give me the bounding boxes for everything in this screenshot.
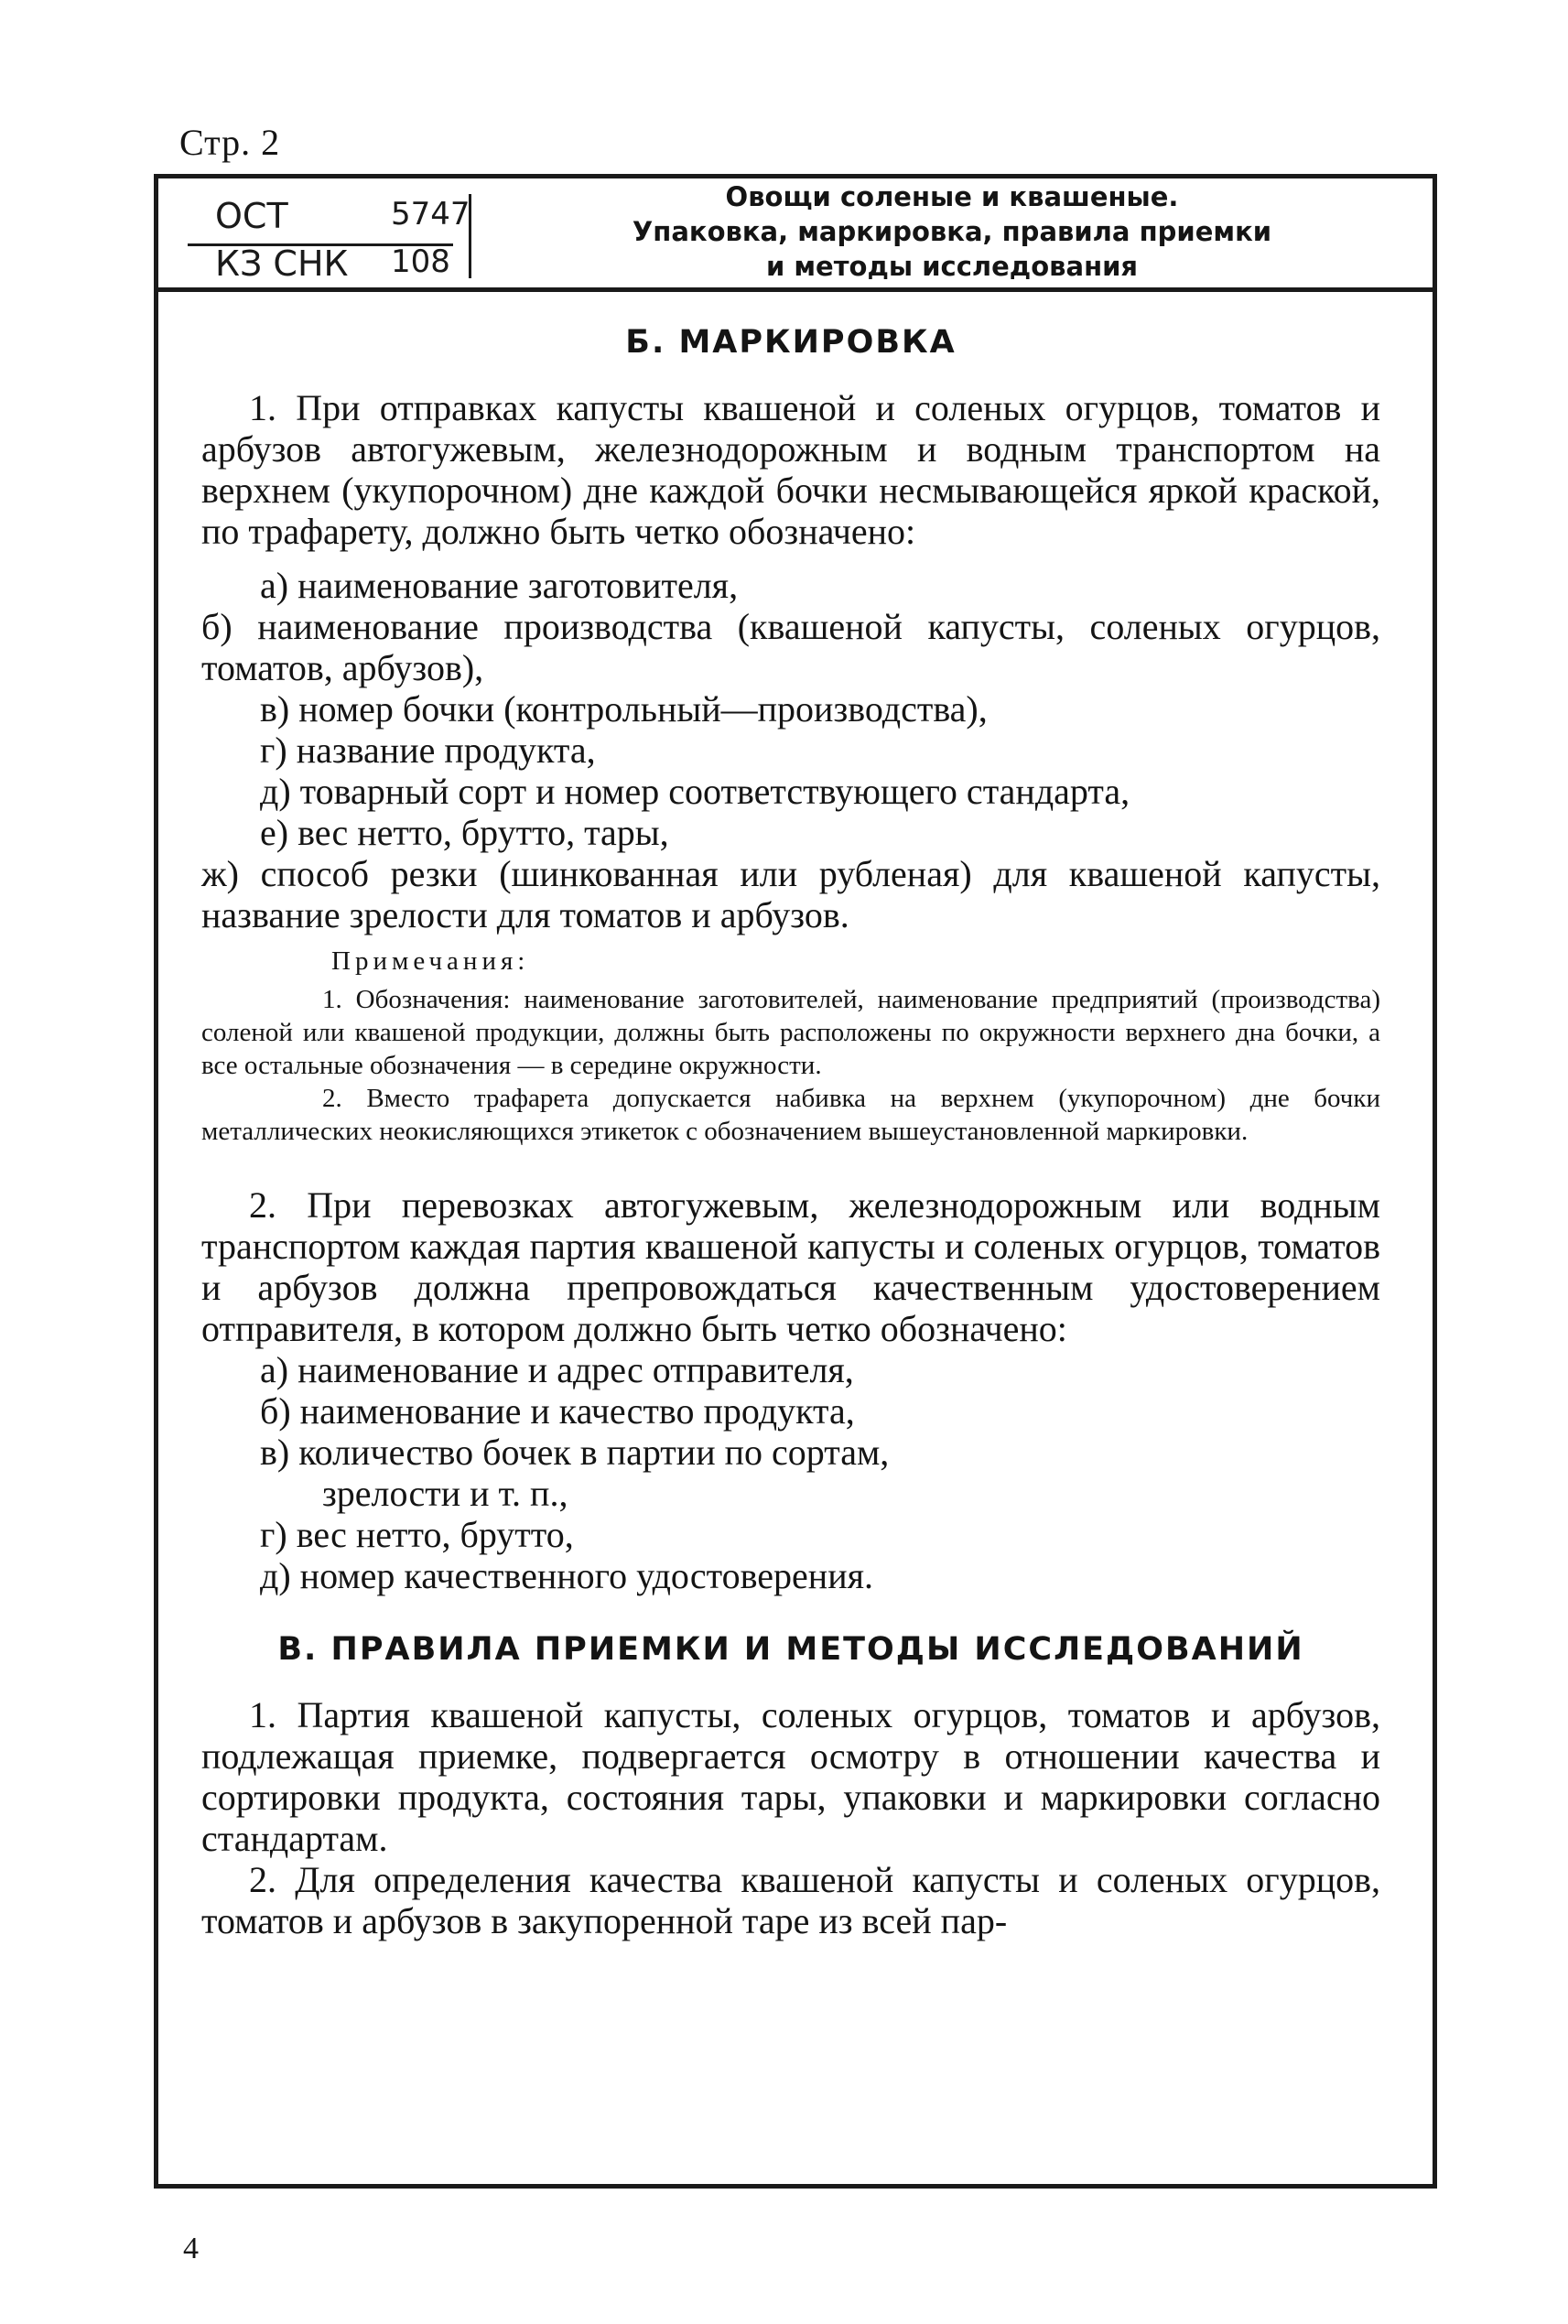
- document-body: [201, 322, 1380, 1941]
- list-item: б) наименование производства (квашеной капусты, соленых огурцов, томатов, арбузов),: [201, 606, 1380, 688]
- list-item: а) наименование и адрес отправителя,: [260, 1349, 854, 1390]
- list-item: е) вес нетто, брутто, тары,: [260, 812, 669, 853]
- section-heading: Б. МАРКИРОВКА: [625, 324, 957, 361]
- list-item: д) номер качественного удостоверения.: [260, 1555, 873, 1596]
- page-number: 4: [183, 2232, 199, 2265]
- page-label: Стр. 2: [179, 122, 281, 163]
- code-left-bottom: КЗ СНК: [215, 243, 349, 284]
- list-item: г) вес нетто, брутто,: [260, 1514, 574, 1555]
- list-item: б) наименование и качество продукта,: [260, 1390, 855, 1432]
- title-line: Овощи соленые и квашеные.: [725, 181, 1179, 212]
- header-divider: [469, 194, 471, 278]
- note: 2. Вместо трафарета допускается набивка на верхнем (укупорочном) дне бочки металлических неокисляющихся этикеток с обозначением вышеустановленной маркировки.: [201, 1084, 1380, 1146]
- header-rule: [154, 287, 1433, 292]
- notes: [201, 945, 1380, 1148]
- list-item: д) товарный сорт и номер соответствующего стандарта,: [260, 771, 1130, 812]
- footer-rule: [154, 2184, 1433, 2189]
- list-item: в) номер бочки (контрольный—производства),: [260, 688, 988, 730]
- standard-code: [188, 196, 470, 287]
- paragraph: 2. При перевозках автогужевым, железнодорожным или водным транспортом каждая партия квашеной капусты и соленых огурцов, томатов и арбузов должна препровождаться качественным удостоверением отправителя, в котором должно быть четко обозначено:: [201, 1184, 1380, 1349]
- code-left-top: ОСТ: [215, 196, 288, 236]
- list-item: а) наименование заготовителя,: [260, 565, 739, 606]
- code-right-top: 5747: [391, 196, 470, 232]
- paragraph: 2. Для определения качества квашеной капусты и соленых огурцов, томатов и арбузов в закупоренной таре из всей пар-: [201, 1859, 1380, 1941]
- document-title: [494, 179, 1410, 284]
- list-item: ж) способ резки (шинкованная или рубленая) для квашеной капусты, название зрелости для томатов и арбузов.: [201, 853, 1380, 935]
- note: 1. Обозначения: наименование заготовителей, наименование предприятий (производства) соленой или квашеной продукции, должны быть расположены по окружности верхнего дна бочки, а все остальные обозначения — в середине окружности.: [201, 985, 1380, 1080]
- code-right-bottom: 108: [391, 243, 450, 280]
- list-item-continuation: зрелости и т. п.,: [322, 1473, 568, 1514]
- list-item: г) название продукта,: [260, 730, 596, 771]
- paragraph: 1. Партия квашеной капусты, соленых огурцов, томатов и арбузов, подлежащая приемке, подвергается осмотру в отношении качества и сортировки продукта, состояния тары, упаковки и маркировки согласно стандартам.: [201, 1694, 1380, 1859]
- section-heading: В. ПРАВИЛА ПРИЕМКИ И МЕТОДЫ ИССЛЕДОВАНИЙ: [277, 1631, 1304, 1668]
- notes-title: Примечания:: [331, 946, 530, 976]
- title-line: и методы исследования: [765, 251, 1139, 282]
- paragraph: 1. При отправках капусты квашеной и соленых огурцов, томатов и арбузов автогужевым, железнодорожным и водным транспортом на верхнем (укупорочном) дне каждой бочки несмывающейся яркой краской, по трафарету, должно быть четко обозначено:: [201, 387, 1380, 552]
- title-line: Упаковка, маркировка, правила приемки: [632, 216, 1272, 247]
- list-item: в) количество бочек в партии по сортам,: [260, 1432, 890, 1473]
